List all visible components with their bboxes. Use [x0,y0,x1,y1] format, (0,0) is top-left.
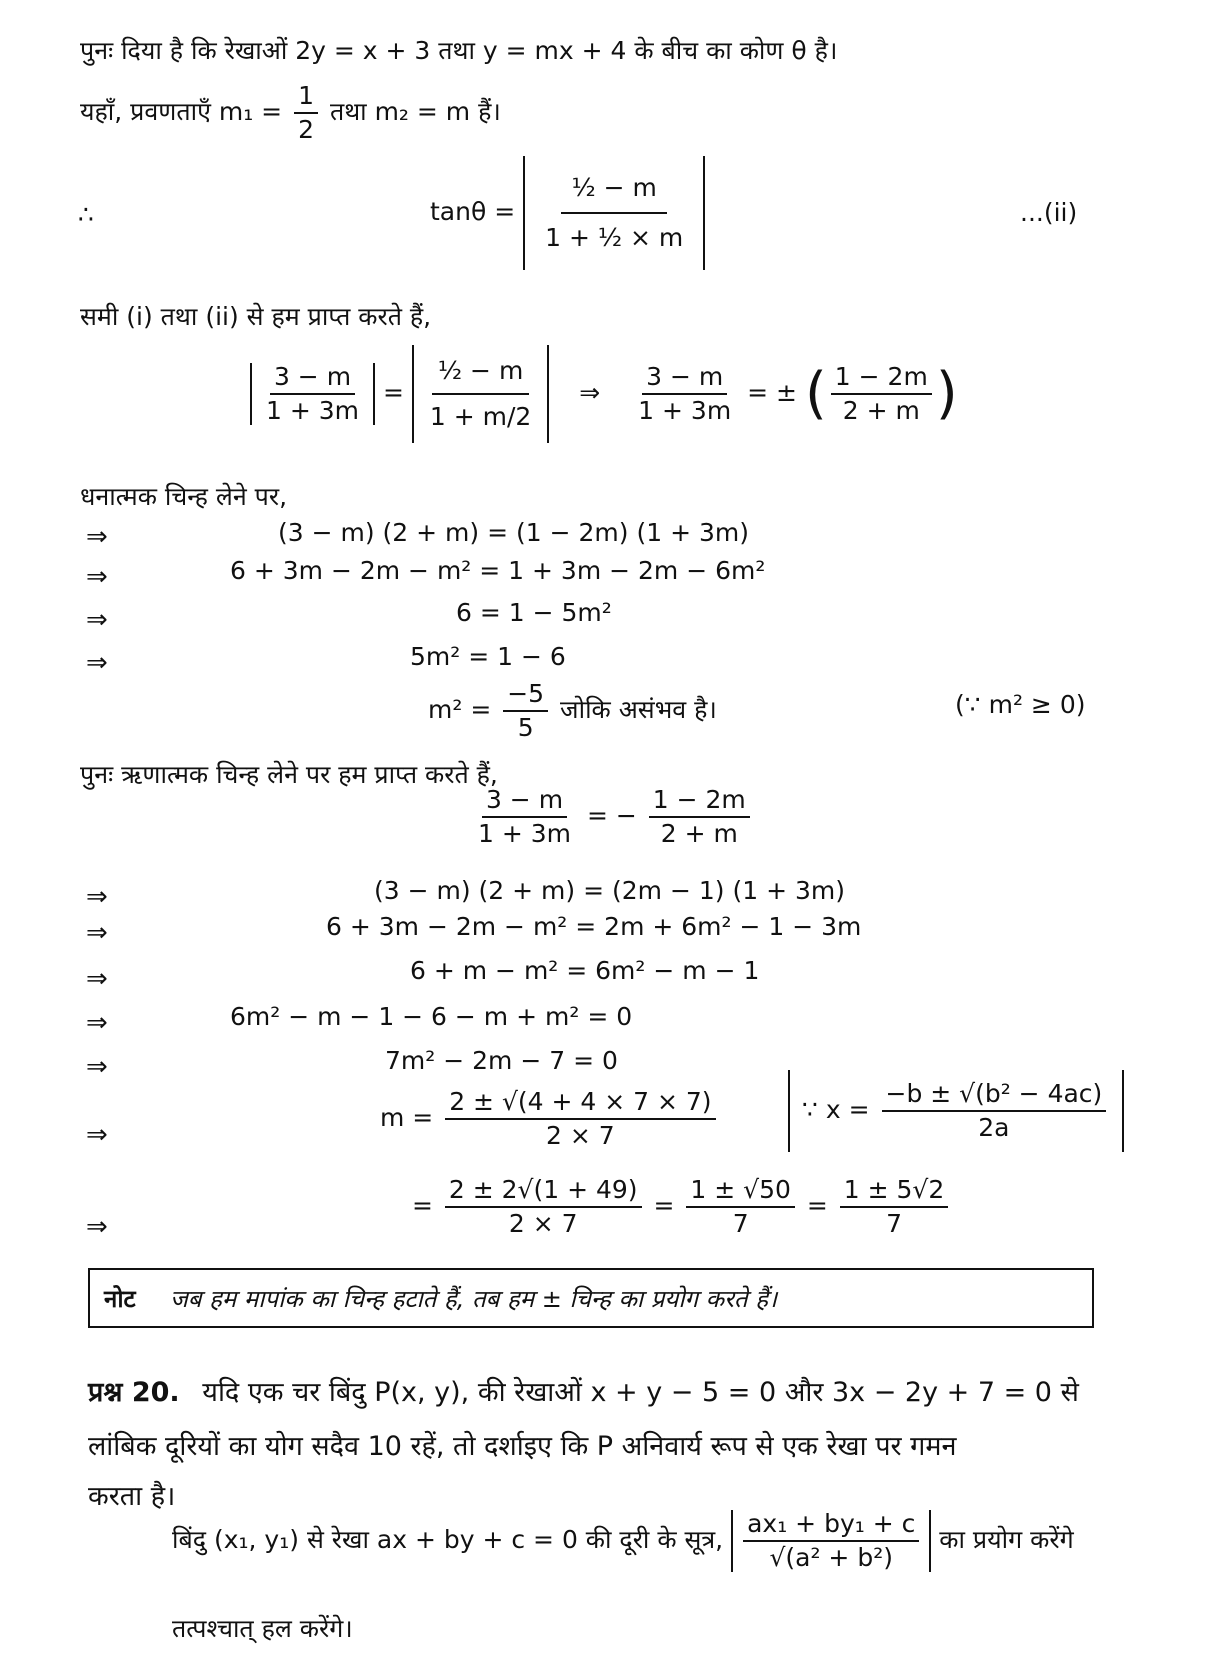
frac-right-den: 1 + m/2 [429,402,532,431]
negative-sign-line: पुनः ऋणात्मक चिन्ह लेने पर हम प्राप्त करते हैं, [80,760,498,789]
abs-right [412,345,549,443]
intro-line: पुनः दिया है कि रेखाओं 2y = x + 3 तथा y = mx + 4 के बीच का कोण θ है। [80,36,838,65]
final-frac-3 [840,1176,949,1238]
final-num-2: 1 ± √50 [686,1176,795,1208]
question-line-3: करता है। [88,1481,176,1512]
question-line-4: तत्पश्चात् हल करेंगे। [172,1614,353,1643]
frac-pm-den: 2 + m [842,396,920,425]
question-hint [172,1510,1074,1572]
quadratic-hint [788,1070,1124,1152]
arrow-10: ⇒ [86,1120,108,1150]
question-line-1 [88,1376,1079,1410]
final-num-1: 2 ± 2√(1 + 49) [445,1176,642,1208]
final-den-1: 2 × 7 [508,1209,578,1238]
paren-close: ) [935,361,958,426]
step-5-num: −5 [503,680,548,712]
slope-den: 2 [298,115,314,144]
quadratic-hint-num: −b ± √(b² − 4ac) [882,1080,1107,1112]
question-label: प्रश्न 20. [88,1377,180,1408]
quadratic-hint-frac [882,1080,1107,1142]
quadratic-hint-den: 2a [978,1113,1010,1142]
step-5-reason: (∵ m² ≥ 0) [955,690,1086,719]
neg-frac-right [649,786,750,848]
neg-frac-left [474,786,575,848]
quadratic-solution [380,1088,720,1150]
arrow-7: ⇒ [86,964,108,994]
quadratic-hint-bracket [788,1070,1124,1152]
positive-sign-line: धनात्मक चिन्ह लेने पर, [80,482,288,511]
quadratic-frac [445,1088,715,1150]
step-5-post: जोकि असंभव है। [560,695,717,724]
frac-right-num: ½ − m [432,345,529,395]
arrow-1: ⇒ [86,522,108,552]
neg-frac-left-num: 3 − m [482,786,567,818]
slopes-pre: यहाँ, प्रवणताएँ m₁ = [80,97,283,126]
quadratic-pre: m = [380,1103,434,1132]
arrow-5: ⇒ [86,882,108,912]
tan-abs [523,156,705,270]
paren-open: ( [804,361,827,426]
quadratic-den: 2 × 7 [546,1121,615,1150]
arrow-11: ⇒ [86,1212,108,1242]
tan-lhs: tanθ = [430,197,516,226]
note-box [88,1268,1094,1328]
arrow-3: ⇒ [86,605,108,635]
question-text-1: यदि एक चर बिंदु P(x, y), की रेखाओं x + y − 5 = 0 और 3x − 2y + 7 = 0 से [202,1377,1079,1408]
neg-frac-left-den: 1 + 3m [478,819,572,848]
step-5 [428,680,717,742]
question-hint-den: √(a² + b²) [769,1543,893,1572]
arrow-8: ⇒ [86,1008,108,1038]
final-eq-2: = [653,1191,675,1220]
step-5-frac [503,680,548,742]
frac-left-den: 1 + 3m [266,396,360,425]
therefore-symbol: ∴ [78,200,94,229]
note-label: नोट [104,1285,136,1313]
equation-ii-label: ...(ii) [1020,198,1078,227]
slopes-post: तथा m₂ = m हैं। [329,97,501,126]
final-eq-1: = [412,1191,433,1220]
question-hint-num: ax₁ + by₁ + c [743,1510,919,1542]
step-2: 6 + 3m − 2m − m² = 1 + 3m − 2m − 6m² [230,556,766,585]
final-num-3: 1 ± 5√2 [840,1176,949,1208]
final-eq-3: = [806,1191,828,1220]
frac-result [634,363,735,425]
arrow-2: ⇒ [86,562,108,592]
neg-step-2: 6 + 3m − 2m − m² = 2m + 6m² − 1 − 3m [326,912,862,941]
from-eq-line: समी (i) तथा (ii) से हम प्राप्त करते हैं, [80,302,432,331]
quadratic-hint-pre: ∵ x = [802,1095,870,1124]
neg-step-3: 6 + m − m² = 6m² − m − 1 [410,956,760,985]
question-hint-pre: बिंदु (x₁, y₁) से रेखा ax + by + c = 0 की दूरी के सूत्र, [172,1525,724,1554]
question-hint-frac [743,1510,919,1572]
question-hint-post: का प्रयोग करेंगे [939,1525,1074,1554]
frac-result-num: 3 − m [642,363,727,395]
abs-left [250,363,375,425]
final-frac-1 [445,1176,642,1238]
arrow-9: ⇒ [86,1052,108,1082]
step-5-pre: m² = [428,695,492,724]
frac-pm [831,363,932,425]
plus-minus-sign: = ± [747,378,797,407]
frac-left [262,363,363,425]
neg-step-5: 7m² − 2m − 7 = 0 [385,1046,618,1075]
frac-result-den: 1 + 3m [638,396,732,425]
quadratic-num: 2 ± √(4 + 4 × 7 × 7) [445,1088,715,1120]
neg-frac-right-num: 1 − 2m [649,786,750,818]
frac-left-num: 3 − m [270,363,355,395]
slope-num: 1 [294,82,318,114]
final-den-2: 7 [732,1209,749,1238]
neg-equation [470,786,754,848]
implies-arrow: ⇒ [579,378,601,407]
final-solution [412,1176,952,1238]
question-hint-abs [731,1510,931,1572]
frac-pm-num: 1 − 2m [831,363,932,395]
equals-sign: = [382,378,404,407]
neg-mid: = − [586,801,637,830]
tan-den: 1 + ½ × m [545,223,684,252]
combined-equation [250,345,958,443]
slopes-line [80,82,501,144]
step-5-den: 5 [517,713,534,742]
final-frac-2 [686,1176,795,1238]
question-line-2: लांबिक दूरियों का योग सदैव 10 रहें, तो दर्शाइए कि P अनिवार्य रूप से एक रेखा पर गमन [88,1431,957,1462]
neg-step-1: (3 − m) (2 + m) = (2m − 1) (1 + 3m) [374,876,845,905]
step-3: 6 = 1 − 5m² [456,598,612,627]
arrow-6: ⇒ [86,918,108,948]
neg-frac-right-den: 2 + m [660,819,738,848]
tan-equation [430,156,705,270]
slope-fraction [294,82,318,144]
tan-fraction [535,156,693,270]
frac-right [424,345,537,443]
step-1: (3 − m) (2 + m) = (1 − 2m) (1 + 3m) [278,518,749,547]
step-4: 5m² = 1 − 6 [410,642,566,671]
final-den-3: 7 [886,1209,902,1238]
tan-num: ½ − m [561,156,666,214]
note-text: जब हम मापांक का चिन्ह हटाते हैं, तब हम ± चिन्ह का प्रयोग करते हैं। [170,1285,778,1313]
arrow-4: ⇒ [86,648,108,678]
neg-step-4: 6m² − m − 1 − 6 − m + m² = 0 [230,1002,633,1031]
